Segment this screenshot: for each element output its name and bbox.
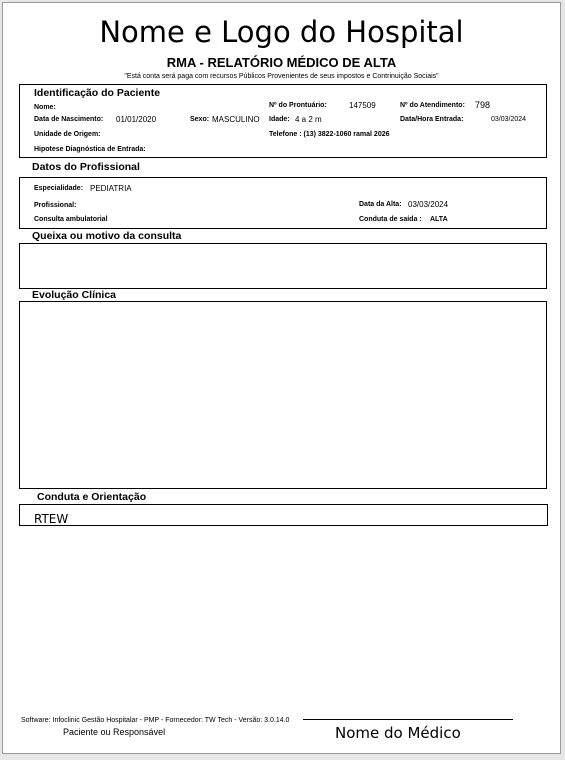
patient-section-title: Identificação do Paciente xyxy=(34,87,161,99)
professional-label: Profissional: xyxy=(34,202,77,209)
conduct-section-title: Conduta e Orientação xyxy=(37,491,147,503)
phone-label: Telefone : (13) 3822-1060 ramal 2026 xyxy=(269,131,390,138)
exit-value: ALTA xyxy=(430,216,448,223)
document-title: RMA - RELATÓRIO MÉDICO DE ALTA xyxy=(166,55,397,70)
document-note: "Está conta será paga com recursos Públicos Provenientes de seus impostos e Contrinuição Sociais" xyxy=(124,73,439,80)
consult-label: Consulta ambulatorial xyxy=(34,216,108,223)
birth-value: 01/01/2020 xyxy=(116,115,157,124)
complaint-box xyxy=(19,243,547,289)
discharge-date-label: Data da Alta: xyxy=(359,201,402,208)
software-info: Software: Infoclinic Gestão Hospitalar - PMP - Fornecedor: TW Tech - Versão: 3.0.14.0 xyxy=(21,717,290,724)
origin-label: Unidade de Origem: xyxy=(34,131,101,138)
specialty-label: Especialidade: xyxy=(34,185,84,192)
conduct-box xyxy=(19,504,548,526)
evolution-section-title: Evolução Clínica xyxy=(32,289,117,301)
signature-line xyxy=(303,719,513,720)
conduct-text: RTEW xyxy=(34,512,69,526)
patient-box xyxy=(19,84,547,158)
entry-value: 03/03/2024 xyxy=(491,116,527,123)
diagnosis-label: Hipotese Diagnóstica de Entrada: xyxy=(34,146,146,153)
specialty-value: PEDIATRIA xyxy=(90,184,132,193)
discharge-date-value: 03/03/2024 xyxy=(408,200,449,209)
exit-label: Conduta de saída : xyxy=(359,216,422,223)
attendance-value: 798 xyxy=(475,100,491,110)
doctor-signature-label: Nome do Médico xyxy=(335,724,461,742)
attendance-label: Nº do Atendimento: xyxy=(400,102,465,109)
complaint-section-title: Queixa ou motivo da consulta xyxy=(32,230,182,242)
birth-label: Data de Nascimento: xyxy=(34,116,104,123)
sex-value: MASCULINO xyxy=(212,115,260,124)
age-label: Idade: xyxy=(269,116,290,123)
professional-box xyxy=(19,177,547,229)
professional-section-title: Datos do Profissional xyxy=(32,161,140,173)
entry-label: Data/Hora Entrada: xyxy=(400,116,464,123)
name-label: Nome: xyxy=(34,104,56,111)
hospital-name: Nome e Logo do Hospital xyxy=(99,15,464,49)
record-label: Nº do Prontuário: xyxy=(269,102,327,109)
record-value: 147509 xyxy=(349,101,376,110)
sex-label: Sexo: xyxy=(190,116,210,123)
patient-signature-label: Paciente ou Responsável xyxy=(63,727,166,737)
age-value: 4 a 2 m xyxy=(295,115,322,124)
evolution-box xyxy=(19,301,547,489)
document-page xyxy=(2,2,561,754)
